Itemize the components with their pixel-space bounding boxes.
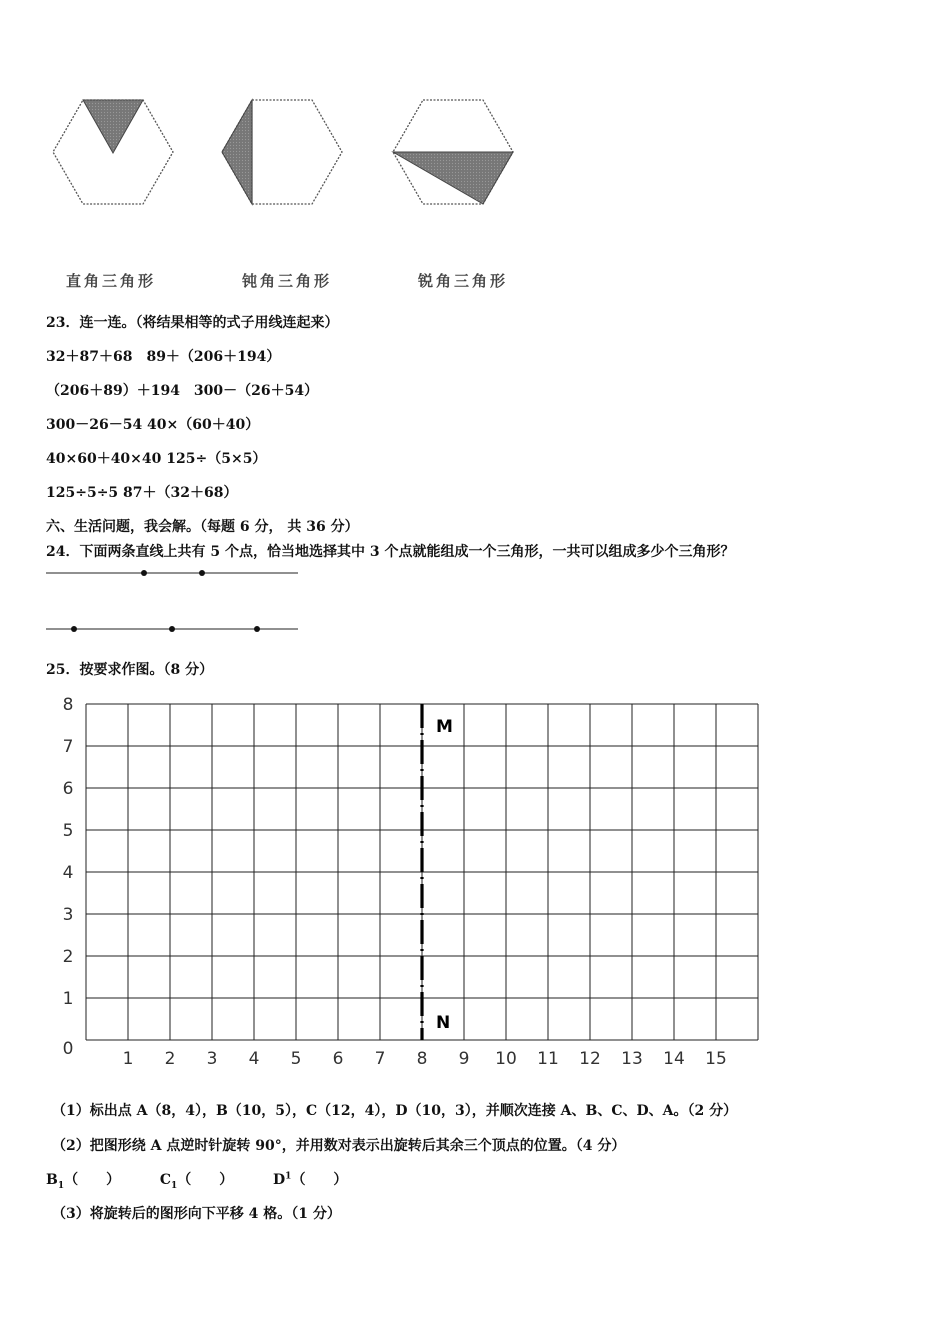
answer-b1: $B_1$（ ） <box>46 1172 121 1191</box>
axis-label-n: N <box>436 1013 451 1033</box>
caption-right-triangle: 直角三角形 <box>66 272 157 290</box>
y-tick-label: 2 <box>62 947 74 967</box>
y-tick-label: 3 <box>62 905 74 925</box>
answer-c1: $C_1$（ ） <box>159 1172 234 1191</box>
answer-b1-blank[interactable]: （ ） <box>64 1172 121 1188</box>
y-tick-label: 5 <box>62 821 74 841</box>
q25-part-3: （3）将旋转后的图形向下平移 4 格。（1 分） <box>52 1206 341 1222</box>
caption-obtuse-triangle: 钝角三角形 <box>242 272 333 290</box>
q23-row-1: 32＋87＋68 89＋（206＋194） <box>46 349 281 365</box>
q25-title: 25．按要求作图。（8 分） <box>46 662 214 678</box>
q23-row-4: 40×60＋40×40 125÷（5×5） <box>46 451 267 467</box>
y-tick-label: 1 <box>62 989 74 1009</box>
y-tick-label: 4 <box>62 863 74 883</box>
x-tick-label: 2 <box>164 1049 176 1069</box>
x-tick-label: 15 <box>705 1049 727 1069</box>
x-tick-label: 3 <box>206 1049 218 1069</box>
q23-row-2: （206＋89）＋194 300－（26＋54） <box>46 383 319 399</box>
x-tick-label: 8 <box>416 1049 428 1069</box>
x-tick-label: 11 <box>537 1049 559 1069</box>
x-tick-label: 13 <box>621 1049 643 1069</box>
q24-point <box>141 570 147 576</box>
x-tick-label: 4 <box>248 1049 260 1069</box>
q24-point <box>254 626 260 632</box>
q23-row-5: 125÷5÷5 87＋（32＋68） <box>46 485 238 501</box>
x-tick-label: 7 <box>374 1049 386 1069</box>
coordinate-grid <box>40 690 780 1080</box>
q25-answers <box>46 1169 347 1191</box>
x-tick-label: 5 <box>290 1049 302 1069</box>
q25-part-1: （1）标出点 A（8，4），B（10，5），C（12，4），D（10，3），并顺次连接 A、B、C、D、A。（2 分） <box>52 1103 738 1119</box>
hexagon-acute-triangle <box>393 100 513 204</box>
q23-title: 23．连一连。（将结果相等的式子用线连起来） <box>46 315 339 331</box>
x-tick-label: 6 <box>332 1049 344 1069</box>
caption-acute-triangle: 锐角三角形 <box>418 272 509 290</box>
q25-part-2: （2）把图形绕 A 点逆时针旋转 90°，并用数对表示出旋转后其余三个顶点的位置。（4 分） <box>52 1138 626 1154</box>
axis-label-m: M <box>436 717 453 737</box>
q24-point <box>169 626 175 632</box>
section-6-title: 六、生活问题，我会解。（每题 6 分， 共 36 分） <box>46 519 359 535</box>
q23-row-3: 300－26－54 40×（60＋40） <box>46 417 260 433</box>
q24-lines-figure <box>40 560 310 640</box>
y-tick-label: 7 <box>62 737 74 757</box>
q24-point <box>71 626 77 632</box>
x-tick-label: 9 <box>458 1049 470 1069</box>
y-tick-label: 8 <box>62 695 74 715</box>
x-tick-label: 10 <box>495 1049 517 1069</box>
answer-c1-blank[interactable]: （ ） <box>177 1172 234 1188</box>
x-tick-label: 12 <box>579 1049 601 1069</box>
q24-title: 24．下面两条直线上共有 5 个点，恰当地选择其中 3 个点就能组成一个三角形，一共可以组成多少个三角形？ <box>46 544 735 560</box>
hexagon-obtuse-triangle <box>222 100 342 204</box>
x-tick-label: 1 <box>122 1049 134 1069</box>
answer-d1: $D^1$（ ） <box>273 1171 348 1188</box>
x-tick-label: 14 <box>663 1049 685 1069</box>
q24-point <box>199 570 205 576</box>
y-tick-label: 6 <box>62 779 74 799</box>
answer-d1-blank[interactable]: （ ） <box>291 1172 348 1188</box>
hexagon-right-triangle <box>53 100 173 204</box>
y-tick-label: 0 <box>62 1039 74 1059</box>
hexagon-figures <box>40 90 540 220</box>
